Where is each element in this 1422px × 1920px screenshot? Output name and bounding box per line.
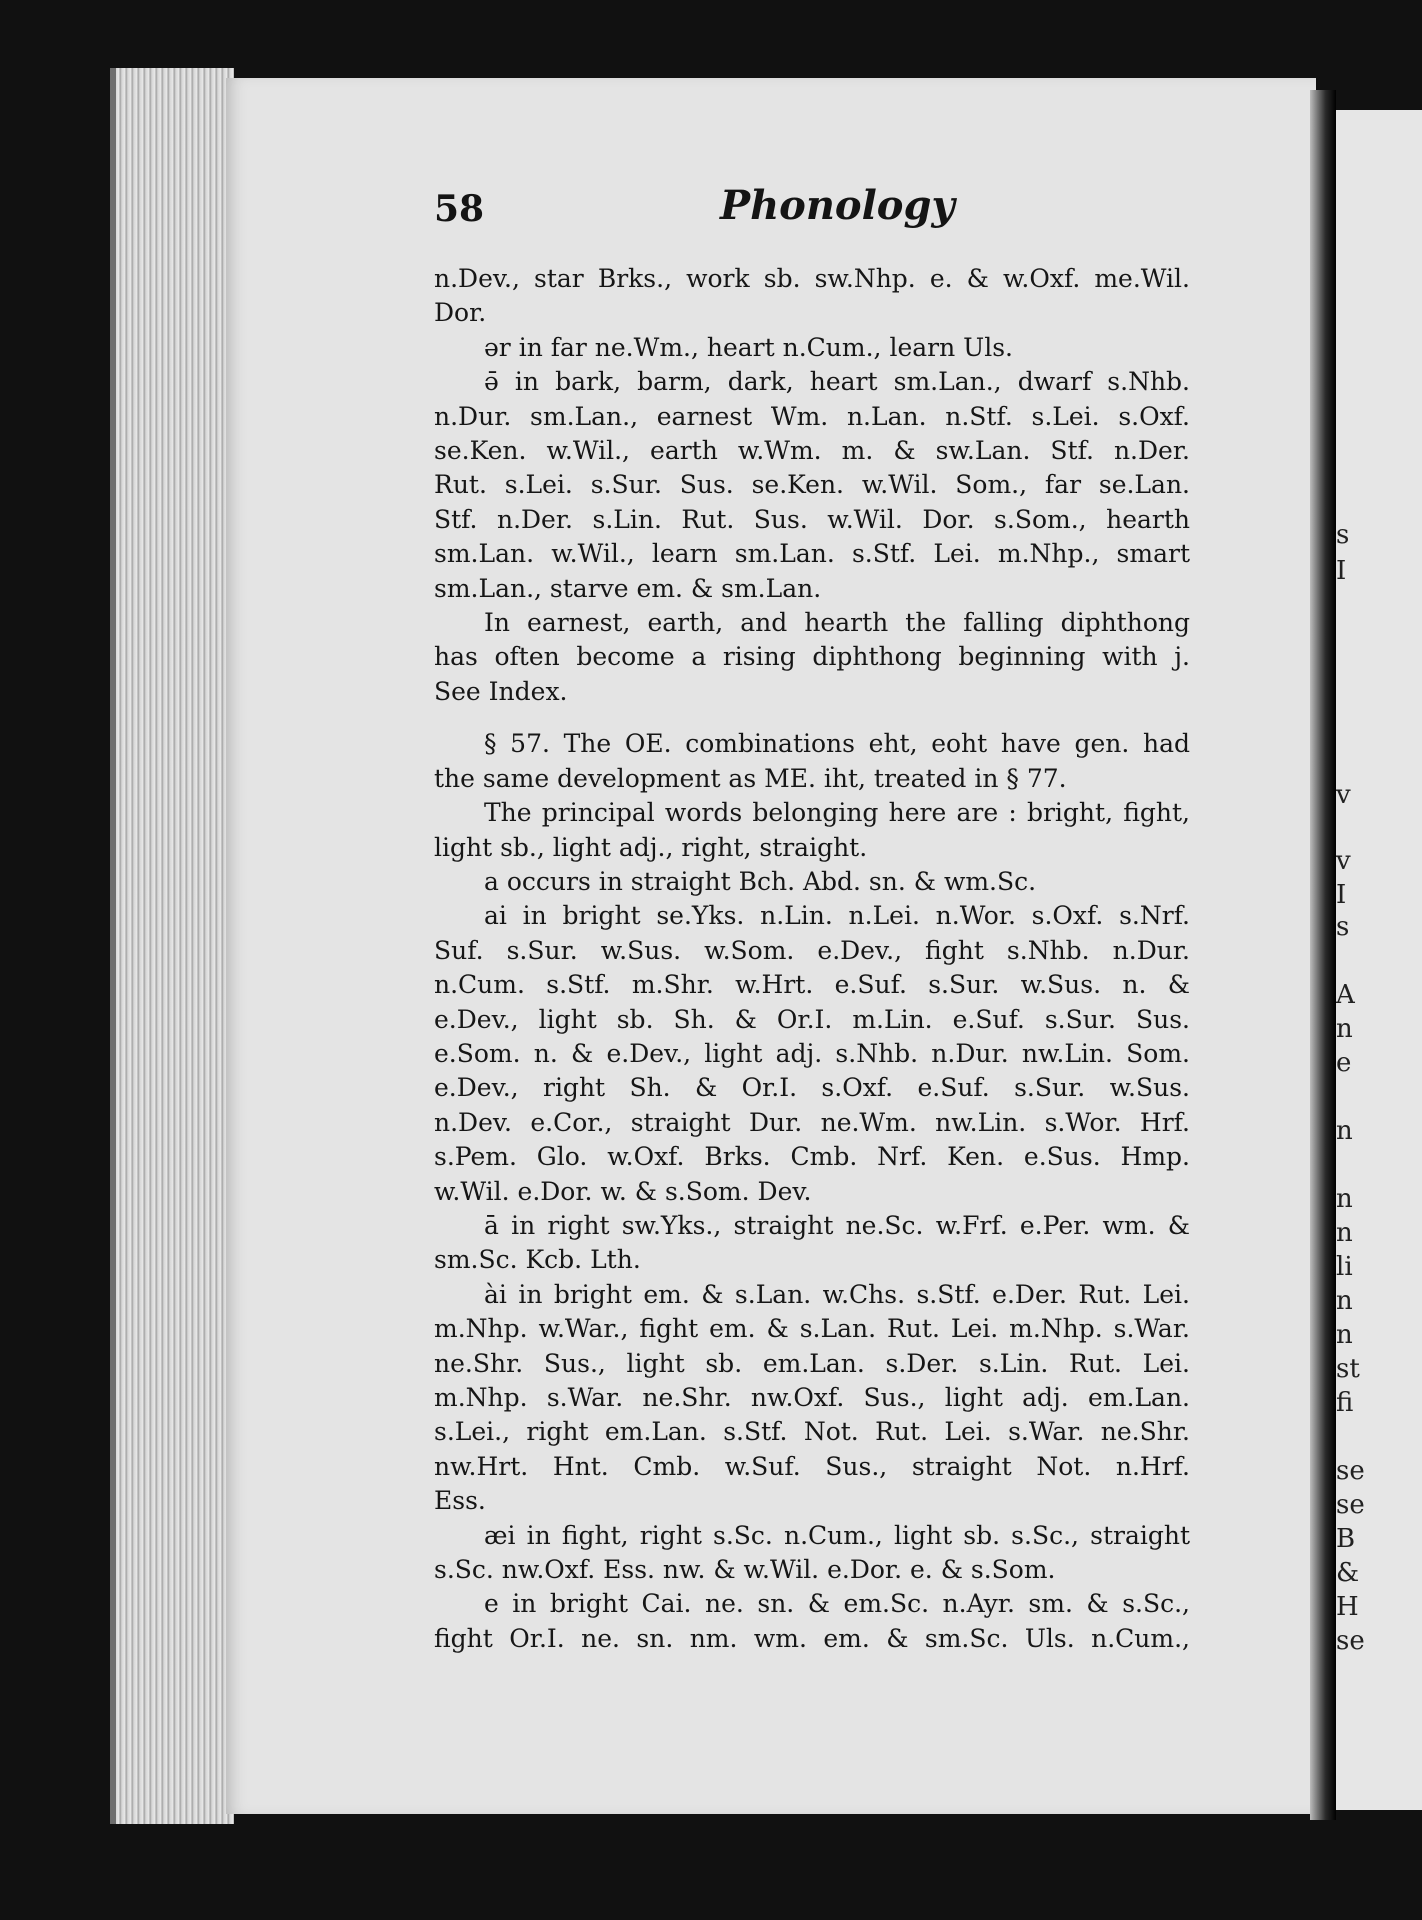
text-line: ai in bright se.Yks. n.Lin. n.Lei. n.Wor. s.Oxf. s.Nrf.: [434, 901, 1190, 931]
text-line: s.Sc. nw.Oxf. Ess. nw. & w.Wil. e.Dor. e. & s.Som.: [434, 1555, 1056, 1585]
book-spine-shadow: [1310, 90, 1336, 1820]
facing-page-letter: se: [1336, 1626, 1365, 1656]
text-line: n.Dev. e.Cor., straight Dur. ne.Wm. nw.Lin. s.Wor. Hrf.: [434, 1107, 1190, 1137]
text-line: See Index.: [434, 676, 568, 706]
text-line: n.Dur. sm.Lan., earnest Wm. n.Lan. n.Stf. s.Lei. s.Oxf.: [434, 401, 1190, 431]
facing-page-letter: fi: [1336, 1388, 1354, 1418]
facing-page-letter: st: [1336, 1354, 1360, 1384]
facing-page-letter: s: [1336, 520, 1350, 550]
text-line: sm.Lan. w.Wil., learn sm.Lan. s.Stf. Lei. m.Nhp., smart: [434, 539, 1190, 569]
facing-page-letter: n: [1336, 1286, 1353, 1316]
text-line: has often become a rising diphthong beginning with j.: [434, 642, 1190, 672]
facing-page-letter: n: [1336, 1116, 1353, 1146]
text-line: æi in fight, right s.Sc. n.Cum., light sb. s.Sc., straight: [434, 1520, 1190, 1550]
text-line: In earnest, earth, and hearth the falling diphthong: [434, 608, 1190, 638]
text-line: nw.Hrt. Hnt. Cmb. w.Suf. Sus., straight Not. n.Hrf.: [434, 1451, 1190, 1481]
text-line: n.Cum. s.Stf. m.Shr. w.Hrt. e.Suf. s.Sur. w.Sus. n. &: [434, 970, 1190, 1000]
facing-page-fragment: [1336, 110, 1422, 1810]
text-line: sm.Sc. Kcb. Lth.: [434, 1245, 641, 1275]
text-line: light sb., light adj., right, straight.: [434, 832, 868, 862]
text-line: Rut. s.Lei. s.Sur. Sus. se.Ken. w.Wil. Som., far se.Lan.: [434, 470, 1190, 500]
facing-page-letter: se: [1336, 1490, 1365, 1520]
text-line: fight Or.I. ne. sn. nm. wm. em. & sm.Sc. Uls. n.Cum.,: [434, 1623, 1190, 1653]
text-line: e.Dev., light sb. Sh. & Or.I. m.Lin. e.Suf. s.Sur. Sus.: [434, 1004, 1190, 1034]
facing-page-letter: v: [1336, 846, 1351, 876]
text-line: Ess.: [434, 1486, 486, 1516]
text-line: w.Wil. e.Dor. w. & s.Som. Dev.: [434, 1176, 812, 1206]
text-line: s.Pem. Glo. w.Oxf. Brks. Cmb. Nrf. Ken. e.Sus. Hmp.: [434, 1142, 1190, 1172]
text-line: ǝ̄ in bark, barm, dark, heart sm.Lan., dwarf s.Nhb.: [434, 367, 1190, 397]
running-title: Phonology: [720, 182, 955, 229]
text-line: § 57. The OE. combinations eht, eoht have gen. had: [434, 729, 1190, 759]
page-header: [434, 182, 1190, 240]
text-line: ər in far ne.Wm., heart n.Cum., learn Uls.: [434, 332, 1013, 362]
text-line: m.Nhp. s.War. ne.Shr. nw.Oxf. Sus., light adj. em.Lan.: [434, 1383, 1190, 1412]
text-line: e.Som. n. & e.Dev., light adj. s.Nhb. n.Dur. nw.Lin. Som.: [434, 1038, 1190, 1068]
page-number: 58: [434, 188, 485, 230]
text-line: ā in right sw.Yks., straight ne.Sc. w.Frf. e.Per. wm. &: [434, 1210, 1190, 1240]
facing-page-letter: se: [1336, 1456, 1365, 1486]
text-line: e.Dev., right Sh. & Or.I. s.Oxf. e.Suf. s.Sur. w.Sus.: [434, 1073, 1190, 1103]
text-line: se.Ken. w.Wil., earth w.Wm. m. & sw.Lan. Stf. n.Der.: [434, 436, 1190, 466]
facing-page-letter: n: [1336, 1184, 1353, 1214]
body-text: [434, 262, 1190, 1656]
text-line: The principal words belonging here are : bright, fight,: [434, 798, 1190, 828]
facing-page-letter: I: [1336, 880, 1347, 910]
text-line: ài in bright em. & s.Lan. w.Chs. s.Stf. e.Der. Rut. Lei.: [434, 1279, 1190, 1309]
text-line: Suf. s.Sur. w.Sus. w.Som. e.Dev., fight s.Nhb. n.Dur.: [434, 935, 1190, 965]
facing-page-letter: s: [1336, 912, 1350, 942]
facing-page-letter: n: [1336, 1014, 1353, 1044]
facing-page-letter: n: [1336, 1218, 1353, 1248]
text-line: the same development as ME. iht, treated in § 77.: [434, 763, 1067, 793]
facing-page-letter: n: [1336, 1320, 1353, 1350]
text-line: a occurs in straight Bch. Abd. sn. & wm.Sc.: [434, 866, 1037, 896]
text-line: sm.Lan., starve em. & sm.Lan.: [434, 573, 822, 603]
facing-page-letter: H: [1336, 1592, 1359, 1622]
text-line: s.Lei., right em.Lan. s.Stf. Not. Rut. Lei. s.War. ne.Shr.: [434, 1417, 1190, 1447]
facing-page-letter: &: [1336, 1558, 1360, 1588]
text-line: Stf. n.Der. s.Lin. Rut. Sus. w.Wil. Dor. s.Som., hearth: [434, 504, 1190, 534]
facing-page-letter: v: [1336, 780, 1351, 810]
facing-page-letter: e: [1336, 1048, 1352, 1078]
page-edges: [110, 68, 234, 1824]
facing-page-letter: I: [1336, 556, 1347, 586]
facing-page-letter: B: [1336, 1524, 1356, 1554]
text-line: e in bright Cai. ne. sn. & em.Sc. n.Ayr. sm. & s.Sc.,: [434, 1589, 1190, 1619]
text-line: m.Nhp. w.War., fight em. & s.Lan. Rut. Lei. m.Nhp. s.War.: [434, 1314, 1190, 1344]
text-line: ne.Shr. Sus., light sb. em.Lan. s.Der. s.Lin. Rut. Lei.: [434, 1348, 1190, 1378]
text-line: Dor.: [434, 298, 487, 328]
text-line: n.Dev., star Brks., work sb. sw.Nhp. e. & w.Oxf. me.Wil.: [434, 264, 1190, 293]
facing-page-letter: li: [1336, 1252, 1353, 1282]
facing-page-letter: A: [1336, 980, 1355, 1010]
